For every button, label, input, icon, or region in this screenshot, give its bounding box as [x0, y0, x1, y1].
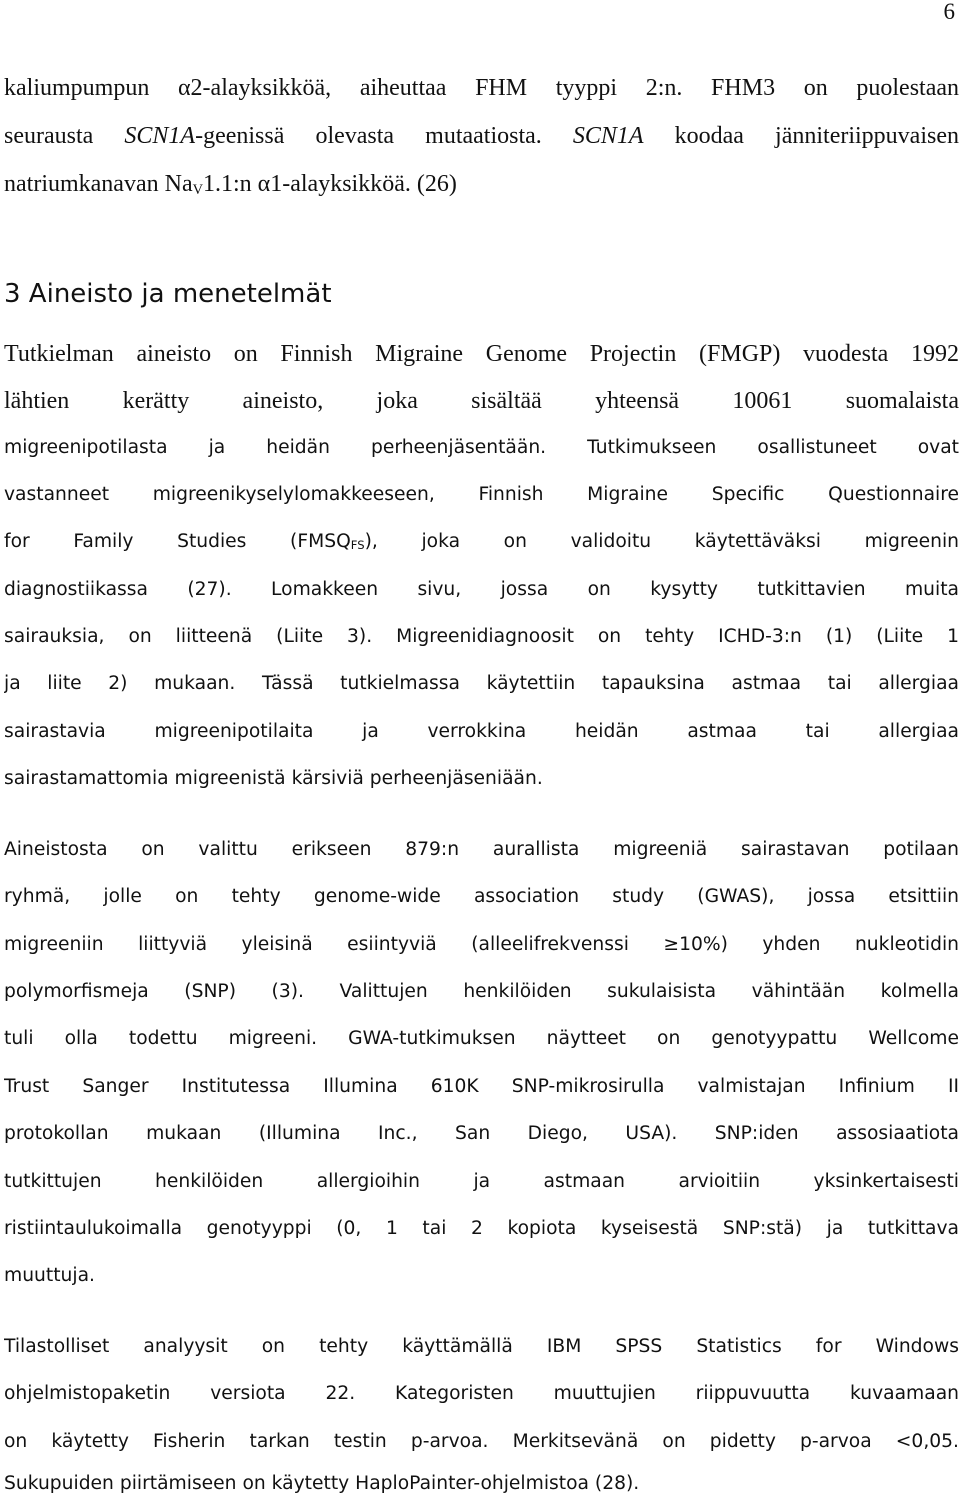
intro-text: natriumkanavan Na	[4, 171, 193, 197]
paragraph-2-line: Trust Sanger Institutessa Illumina 610K SNP-mikrosirulla valmistajan Infinium II	[4, 1076, 959, 1097]
paragraph-1-line: sairauksia, on liitteenä (Liite 3). Migreenidiagnoosit on tehty ICHD-3:n (1) (Liite 1	[4, 626, 959, 647]
paragraph-2-line: muuttuja.	[4, 1265, 95, 1286]
paragraph-text: ), joka on validoitu käytettäväksi migreenin	[364, 531, 959, 552]
paragraph-1-line: vastanneet migreenikyselylomakkeeseen, Finnish Migraine Specific Questionnaire	[4, 484, 959, 505]
paragraph-1-line: migreenipotilasta ja heidän perheenjäsentään. Tutkimukseen osallistuneet ovat	[4, 437, 959, 458]
paragraph-2-line: polymorfismeja (SNP) (3). Valittujen henkilöiden sukulaisista vähintään kolmella	[4, 981, 959, 1002]
paragraph-3-line: Tilastolliset analyysit on tehty käyttämällä IBM SPSS Statistics for Windows	[4, 1336, 959, 1357]
paragraph-2-line: ristiintaulukoimalla genotyyppi (0, 1 tai 2 kopiota kyseisestä SNP:stä) ja tutkittava	[4, 1218, 959, 1239]
paragraph-3-line: Sukupuiden piirtämiseen on käytetty HaploPainter-ohjelmistoa (28).	[4, 1473, 640, 1494]
paragraph-1-line: sairastavia migreenipotilaita ja verrokkina heidän astmaa tai allergiaa	[4, 721, 959, 742]
paragraph-1-line	[4, 519, 959, 565]
intro-line-3	[4, 161, 959, 207]
paragraph-2-line: Aineistosta on valittu erikseen 879:n aurallista migreeniä sairastavan potilaan	[4, 839, 959, 860]
paragraph-2-line: migreeniin liittyviä yleisinä esiintyviä (alleelifrekvenssi ≥10%) yhden nukleotidin	[4, 934, 959, 955]
paragraph-text: for Family Studies (FMSQ	[4, 531, 351, 552]
paragraph-3-line: ohjelmistopaketin versiota 22. Kategoristen muuttujien riippuvuutta kuvaamaan	[4, 1383, 959, 1404]
intro-text: koodaa jänniteriippuvaisen	[643, 123, 959, 149]
page-number: 6	[943, 0, 955, 24]
intro-text: seurausta	[4, 123, 125, 149]
paragraph-2-line: tuli olla todettu migreeni. GWA-tutkimuksen näytteet on genotyypattu Wellcome	[4, 1028, 959, 1049]
paragraph-2-line: ryhmä, jolle on tehty genome-wide association study (GWAS), jossa etsittiin	[4, 886, 959, 907]
intro-text: -geenissä olevasta mutaatiosta.	[195, 123, 573, 149]
intro-text: 1.1:n α1-alayksikköä. (26)	[203, 171, 457, 197]
paragraph-2-line: protokollan mukaan (Illumina Inc., San Diego, USA). SNP:iden assosiaatiota	[4, 1123, 959, 1144]
subscript: V	[192, 182, 203, 198]
subscript: FS	[350, 538, 365, 552]
intro-line-1: kaliumpumpun α2-alayksikköä, aiheuttaa FHM tyyppi 2:n. FHM3 on puolestaan	[4, 75, 959, 101]
paragraph-1-line: sairastamattomia migreenistä kärsiviä perheenjäseniään.	[4, 768, 543, 789]
gene-name: SCN1A	[572, 123, 644, 149]
paragraph-1-line: ja liite 2) mukaan. Tässä tutkielmassa käytettiin tapauksina astmaa tai allergiaa	[4, 673, 959, 694]
paragraph-1-line: lähtien kerätty aineisto, joka sisältää yhteensä 10061 suomalaista	[4, 388, 959, 414]
paragraph-3-line: on käytetty Fisherin tarkan testin p-arvoa. Merkitsevänä on pidetty p-arvoa <0,05.	[4, 1431, 959, 1452]
paragraph-1-line: Tutkielman aineisto on Finnish Migraine Genome Projectin (FMGP) vuodesta 1992	[4, 341, 959, 367]
paragraph-1-line: diagnostiikassa (27). Lomakkeen sivu, jossa on kysytty tutkittavien muita	[4, 579, 959, 600]
section-heading: 3 Aineisto ja menetelmät	[4, 279, 332, 309]
paragraph-2-line: tutkittujen henkilöiden allergioihin ja astmaan arvioitiin yksinkertaisesti	[4, 1171, 959, 1192]
gene-name: SCN1A	[124, 123, 196, 149]
intro-line-2	[4, 113, 959, 159]
